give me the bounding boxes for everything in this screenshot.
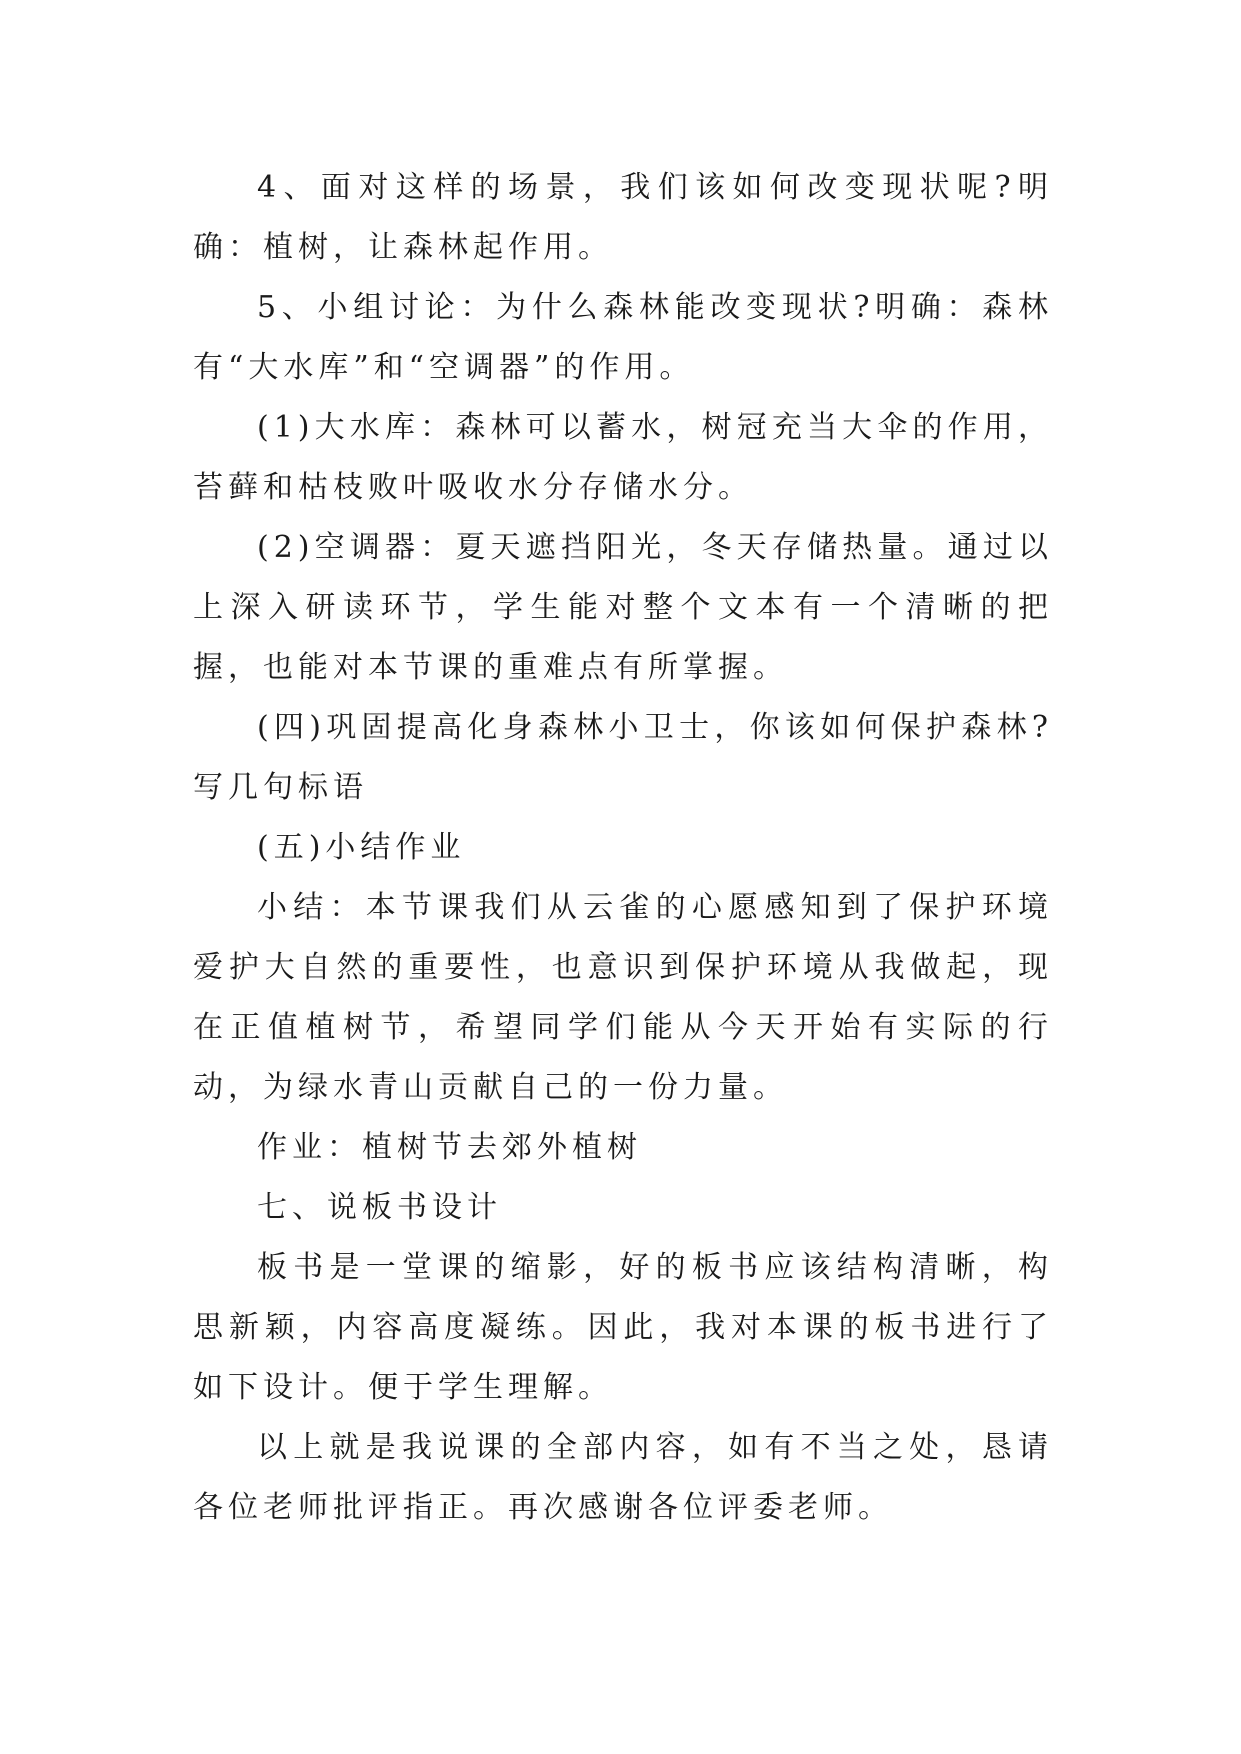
paragraph-homework: 作业：植树节去郊外植树 <box>257 1130 642 1165</box>
paragraph-reservoir: (1)大水库：森林可以蓄水，树冠充当大伞的作用，苔藓和枯枝败叶吸收水分存储水分。 <box>193 410 1053 505</box>
paragraph-summary: 小结：本节课我们从云雀的心愿感知到了保护环境爱护大自然的重要性，也意识到保护环境从我做起，现在正值植树节，希望同学们能从今天开始有实际的行动，为绿水青山贡献自己的一份力量。 <box>193 890 1053 1105</box>
paragraph-consolidate: (四)巩固提高化身森林小卫士，你该如何保护森林?写几句标语 <box>193 710 1053 805</box>
document-body <box>193 158 1053 1538</box>
paragraph-section-seven-heading: 七、说板书设计 <box>257 1190 502 1225</box>
paragraph-closing: 以上就是我说课的全部内容，如有不当之处，恳请各位老师批评指正。再次感谢各位评委老师。 <box>193 1430 1053 1525</box>
paragraph-step-5: 5、小组讨论：为什么森林能改变现状?明确：森林有“大水库”和“空调器”的作用。 <box>193 290 1053 385</box>
paragraph-air-conditioner: (2)空调器：夏天遮挡阳光，冬天存储热量。通过以上深入研读环节，学生能对整个文本有一个清晰的把握，也能对本节课的重难点有所掌握。 <box>193 530 1053 685</box>
paragraph-summary-heading: (五)小结作业 <box>257 830 466 865</box>
paragraph-step-4: 4、面对这样的场景，我们该如何改变现状呢?明确：植树，让森林起作用。 <box>193 170 1053 265</box>
paragraph-blackboard-design: 板书是一堂课的缩影，好的板书应该结构清晰，构思新颖，内容高度凝练。因此，我对本课的板书进行了如下设计。便于学生理解。 <box>193 1250 1053 1405</box>
